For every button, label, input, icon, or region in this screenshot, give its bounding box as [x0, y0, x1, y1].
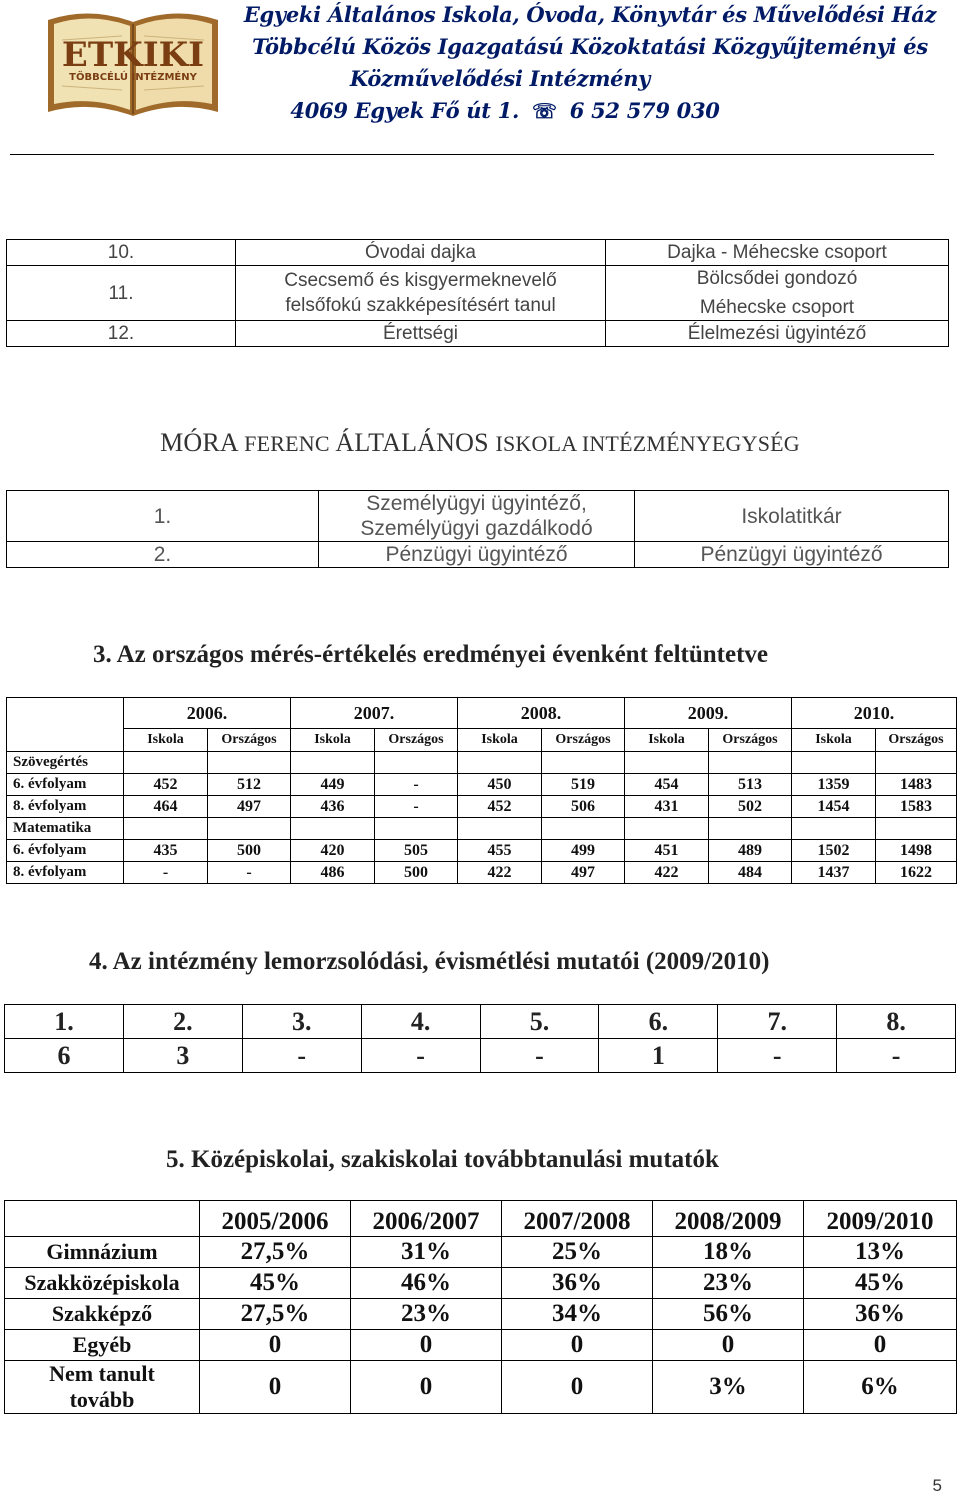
phone-number: 6 52 579 030	[569, 98, 720, 123]
percent-cell: 0	[653, 1330, 804, 1361]
score-cell	[291, 752, 375, 774]
section-title-3: 3. Az országos mérés-értékelés eredményei évenként feltüntetve	[93, 641, 768, 668]
cell-role	[606, 266, 949, 321]
score-cell	[291, 818, 375, 840]
institution-name-line3: Közművelődési Intézmény	[349, 66, 651, 91]
year-header: 2006.	[124, 698, 291, 729]
staff-table-kindergarten	[6, 239, 949, 347]
table-row	[5, 1237, 957, 1268]
table-row	[5, 1299, 957, 1330]
row-label: Szövegértés	[7, 752, 124, 774]
subheader-national: Országos	[876, 729, 957, 752]
score-cell	[458, 818, 542, 840]
dropout-count: -	[361, 1039, 480, 1073]
cell-qualification: Óvodai dajka	[236, 240, 606, 266]
score-cell: 455	[458, 840, 542, 862]
school-type-label	[5, 1237, 200, 1268]
score-cell: 500	[375, 862, 458, 884]
score-cell: 1502	[792, 840, 876, 862]
percent-cell: 34%	[502, 1299, 653, 1330]
score-cell: 499	[542, 840, 625, 862]
score-cell: 420	[291, 840, 375, 862]
subheader-school: Iskola	[792, 729, 876, 752]
score-cell: -	[375, 774, 458, 796]
percent-cell: 36%	[804, 1299, 957, 1330]
percent-cell: 27,5%	[200, 1237, 351, 1268]
dropout-count: 6	[5, 1039, 124, 1073]
year-header: 2006/2007	[351, 1201, 502, 1237]
score-cell: 450	[458, 774, 542, 796]
table-row	[5, 1330, 957, 1361]
qual-line: Csecsemő és kisgyermeknevelő	[284, 270, 557, 291]
percent-cell: 0	[351, 1330, 502, 1361]
percent-cell: 56%	[653, 1299, 804, 1330]
school-type-label	[5, 1330, 200, 1361]
role-line: Bölcsődei gondozó	[696, 268, 858, 289]
score-cell: 452	[458, 796, 542, 818]
cell-role: Pénzügyi ügyintéző	[635, 542, 949, 568]
title-word: MÓRA	[160, 428, 245, 457]
qual-line: Személyügyi ügyintéző,	[366, 492, 587, 515]
institution-name-line2: Többcélú Közös Igazgatású Közoktatási Közgyűjteményi és	[252, 34, 928, 59]
percent-cell: 45%	[804, 1268, 957, 1299]
score-cell: 497	[542, 862, 625, 884]
row-label: 6. évfolyam	[7, 774, 124, 796]
dropout-count: -	[480, 1039, 599, 1073]
label-line: Szakközépiskola	[24, 1270, 180, 1295]
score-cell: 451	[625, 840, 709, 862]
score-cell: 1622	[876, 862, 957, 884]
assessment-rows	[7, 752, 957, 884]
score-cell	[124, 818, 208, 840]
table-row	[7, 240, 949, 266]
grade-header: 5.	[480, 1005, 599, 1039]
phone-icon: ☏	[532, 99, 557, 123]
etkiki-logo	[42, 0, 224, 122]
cell-num: 11.	[7, 266, 236, 321]
year-header: 2007/2008	[502, 1201, 653, 1237]
percent-cell: 0	[200, 1361, 351, 1414]
year-header: 2007.	[291, 698, 458, 729]
score-cell: 506	[542, 796, 625, 818]
dropout-table	[4, 1004, 956, 1073]
percent-cell: 18%	[653, 1237, 804, 1268]
header-rule	[10, 154, 934, 155]
percent-cell: 36%	[502, 1268, 653, 1299]
score-cell	[876, 818, 957, 840]
score-cell: 422	[458, 862, 542, 884]
label-line: tovább	[69, 1387, 135, 1412]
title-word: FERENC	[244, 431, 336, 456]
table-row	[7, 321, 949, 347]
grade-row	[5, 1005, 956, 1039]
table-row	[5, 1361, 957, 1414]
score-cell: 519	[542, 774, 625, 796]
grade-header: 4.	[361, 1005, 480, 1039]
score-cell: 502	[709, 796, 792, 818]
section-title-5: 5. Középiskolai, szakiskolai továbbtanulási mutatók	[166, 1146, 719, 1173]
score-cell: 431	[625, 796, 709, 818]
school-type-label	[5, 1299, 200, 1330]
table-row	[7, 818, 957, 840]
staff-table-school	[6, 490, 949, 568]
title-word: ÁLTALÁNOS	[335, 428, 496, 457]
subheader-school: Iskola	[458, 729, 542, 752]
title-word: ISKOLA	[495, 431, 582, 456]
label-line: Nem tanult	[49, 1361, 155, 1386]
percent-cell: 0	[502, 1361, 653, 1414]
score-cell: 484	[709, 862, 792, 884]
title-word: INTÉZMÉNYEGYSÉG	[581, 431, 800, 456]
section-title-4: 4. Az intézmény lemorzsolódási, évismétlési mutatói (2009/2010)	[89, 948, 770, 975]
score-cell: 435	[124, 840, 208, 862]
label-line: Szakképző	[51, 1301, 153, 1326]
score-cell	[208, 818, 291, 840]
year-header: 2009.	[625, 698, 792, 729]
score-cell: 505	[375, 840, 458, 862]
section-title-mora	[0, 428, 960, 458]
cell-num: 1.	[7, 491, 319, 542]
score-cell: 1483	[876, 774, 957, 796]
score-cell: -	[375, 796, 458, 818]
percent-cell: 0	[502, 1330, 653, 1361]
percent-cell: 46%	[351, 1268, 502, 1299]
year-header-row	[7, 698, 957, 729]
score-cell: 449	[291, 774, 375, 796]
cell-role: Dajka - Méhecske csoport	[606, 240, 949, 266]
role-line: Méhecske csoport	[699, 297, 855, 318]
row-label: Matematika	[7, 818, 124, 840]
label-line: Egyéb	[72, 1332, 132, 1357]
table-row	[7, 774, 957, 796]
percent-cell: 0	[200, 1330, 351, 1361]
dropout-count: -	[718, 1039, 837, 1073]
corner-cell	[5, 1201, 200, 1237]
cell-num: 12.	[7, 321, 236, 347]
dropout-count: -	[242, 1039, 361, 1073]
score-cell: 1454	[792, 796, 876, 818]
cell-num: 2.	[7, 542, 319, 568]
score-cell: 512	[208, 774, 291, 796]
percent-cell: 23%	[351, 1299, 502, 1330]
score-cell: 1359	[792, 774, 876, 796]
grade-header: 1.	[5, 1005, 124, 1039]
subheader-national: Országos	[375, 729, 458, 752]
address-text: 4069 Egyek Fő út 1.	[290, 98, 519, 123]
year-header: 2005/2006	[200, 1201, 351, 1237]
score-cell: 454	[625, 774, 709, 796]
subheader-school: Iskola	[291, 729, 375, 752]
qual-line: felsőfokú szakképesítésért tanul	[285, 295, 556, 316]
dropout-count: -	[837, 1039, 956, 1073]
score-cell	[375, 818, 458, 840]
page-number: 5	[932, 1476, 942, 1495]
further-studies-rows	[5, 1237, 957, 1414]
percent-cell: 27,5%	[200, 1299, 351, 1330]
grade-header: 8.	[837, 1005, 956, 1039]
percent-cell: 25%	[502, 1237, 653, 1268]
subheader-national: Országos	[709, 729, 792, 752]
table-row	[7, 491, 949, 542]
grade-header: 2.	[123, 1005, 242, 1039]
score-cell	[124, 752, 208, 774]
table-row	[5, 1268, 957, 1299]
corner-cell	[7, 729, 124, 752]
score-cell: 452	[124, 774, 208, 796]
qual-line: Személyügyi gazdálkodó	[360, 517, 593, 540]
table-row	[7, 840, 957, 862]
score-cell: 464	[124, 796, 208, 818]
grade-header: 6.	[599, 1005, 718, 1039]
score-cell	[375, 752, 458, 774]
year-header-row	[5, 1201, 957, 1237]
subheader-school: Iskola	[124, 729, 208, 752]
percent-cell: 31%	[351, 1237, 502, 1268]
cell-qualification	[236, 266, 606, 321]
subheader-national: Országos	[542, 729, 625, 752]
further-studies-table	[4, 1200, 957, 1414]
year-header: 2009/2010	[804, 1201, 957, 1237]
score-cell	[709, 752, 792, 774]
score-cell: -	[208, 862, 291, 884]
address-line	[240, 98, 770, 123]
grade-header: 7.	[718, 1005, 837, 1039]
subheader-row	[7, 729, 957, 752]
score-cell	[792, 818, 876, 840]
score-cell	[542, 818, 625, 840]
score-cell: -	[124, 862, 208, 884]
table-row	[7, 862, 957, 884]
percent-cell: 13%	[804, 1237, 957, 1268]
score-cell: 1583	[876, 796, 957, 818]
score-cell	[542, 752, 625, 774]
cell-qualification: Pénzügyi ügyintéző	[319, 542, 635, 568]
score-cell: 486	[291, 862, 375, 884]
dropout-count: 1	[599, 1039, 718, 1073]
percent-cell: 6%	[804, 1361, 957, 1414]
score-cell	[208, 752, 291, 774]
school-type-label	[5, 1268, 200, 1299]
score-cell	[625, 752, 709, 774]
institution-name-line1: Egyeki Általános Iskola, Óvoda, Könyvtár és Művelődési Ház	[243, 2, 937, 27]
national-assessment-table	[6, 697, 957, 884]
score-cell: 513	[709, 774, 792, 796]
cell-role: Iskolatitkár	[635, 491, 949, 542]
logo-title-text: ETKIKI	[61, 35, 205, 75]
year-header: 2008/2009	[653, 1201, 804, 1237]
table-row	[7, 542, 949, 568]
value-row	[5, 1039, 956, 1073]
cell-role: Élelmezési ügyintéző	[606, 321, 949, 347]
cell-qualification	[319, 491, 635, 542]
dropout-count: 3	[123, 1039, 242, 1073]
score-cell: 497	[208, 796, 291, 818]
year-header: 2008.	[458, 698, 625, 729]
score-cell	[792, 752, 876, 774]
score-cell: 1437	[792, 862, 876, 884]
logo-subtitle-text: TÖBBCÉLÚ INTÉZMÉNY	[69, 72, 197, 83]
score-cell	[876, 752, 957, 774]
score-cell	[625, 818, 709, 840]
score-cell: 436	[291, 796, 375, 818]
row-label: 6. évfolyam	[7, 840, 124, 862]
school-type-label	[5, 1361, 200, 1414]
percent-cell: 45%	[200, 1268, 351, 1299]
subheader-school: Iskola	[625, 729, 709, 752]
table-row	[7, 752, 957, 774]
cell-num: 10.	[7, 240, 236, 266]
percent-cell: 0	[804, 1330, 957, 1361]
score-cell: 489	[709, 840, 792, 862]
subheader-national: Országos	[208, 729, 291, 752]
row-label: 8. évfolyam	[7, 862, 124, 884]
score-cell: 422	[625, 862, 709, 884]
row-label: 8. évfolyam	[7, 796, 124, 818]
corner-cell	[7, 698, 124, 729]
cell-qualification: Érettségi	[236, 321, 606, 347]
score-cell	[709, 818, 792, 840]
percent-cell: 23%	[653, 1268, 804, 1299]
grade-header: 3.	[242, 1005, 361, 1039]
table-row	[7, 796, 957, 818]
percent-cell: 0	[351, 1361, 502, 1414]
score-cell	[458, 752, 542, 774]
table-row	[7, 266, 949, 321]
year-header: 2010.	[792, 698, 957, 729]
percent-cell: 3%	[653, 1361, 804, 1414]
score-cell: 1498	[876, 840, 957, 862]
label-line: Gimnázium	[46, 1239, 158, 1264]
score-cell: 500	[208, 840, 291, 862]
